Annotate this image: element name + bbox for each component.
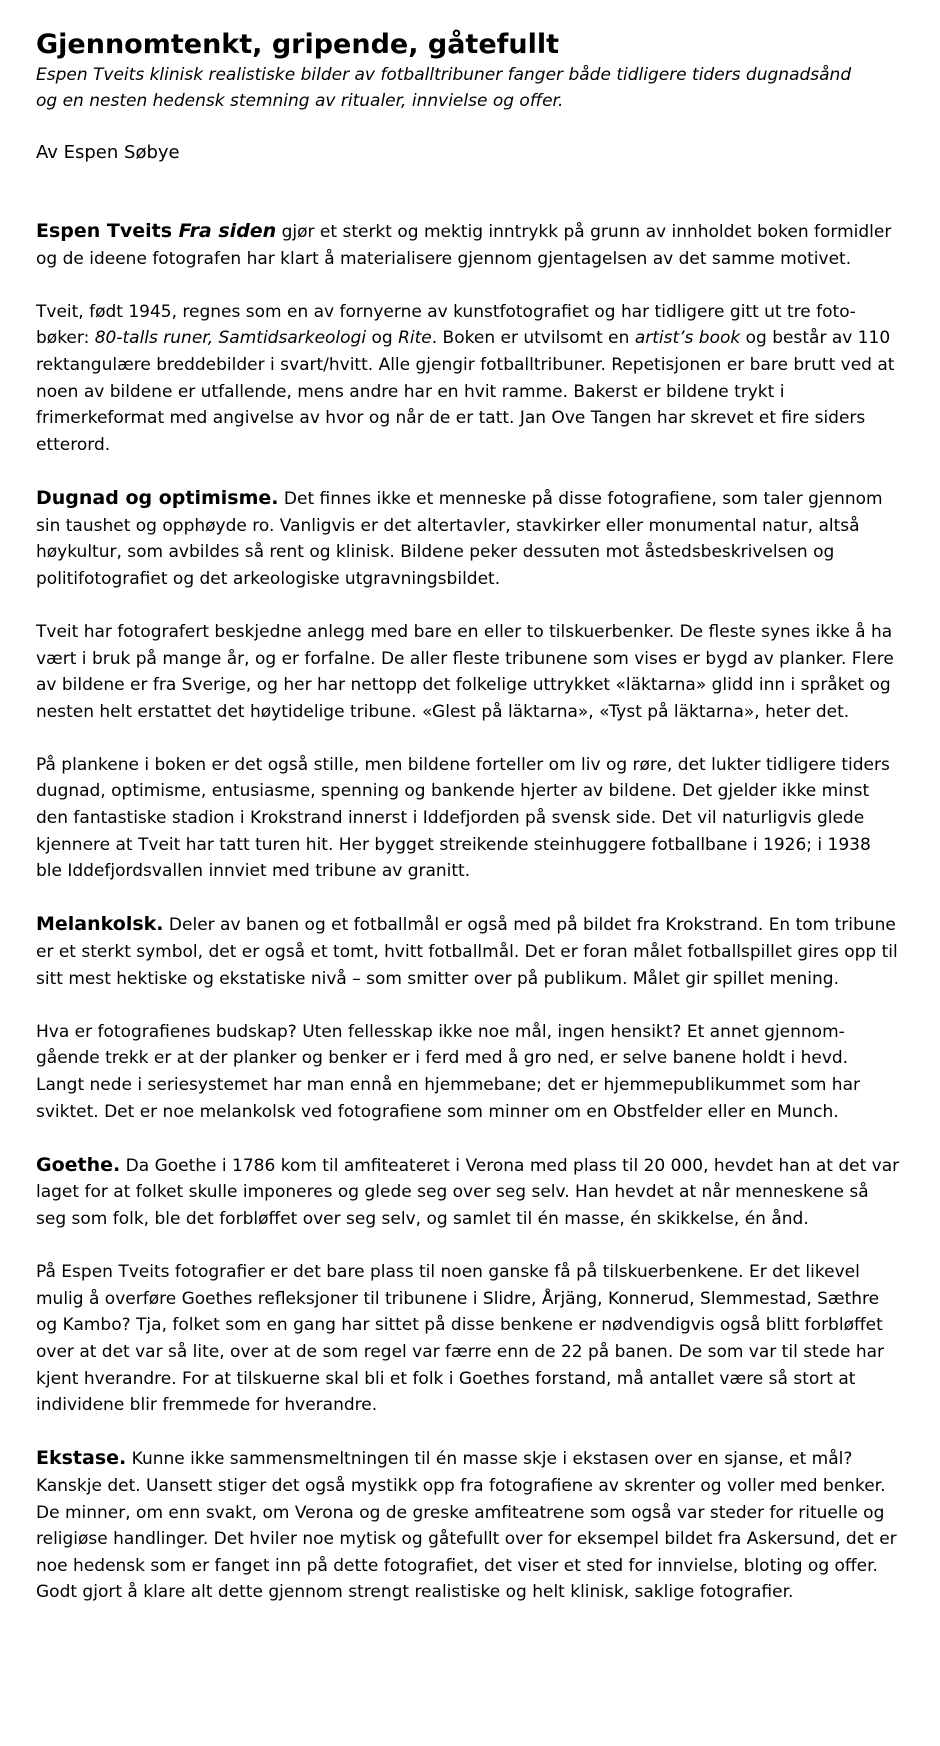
lede-line-1: Espen Tveits klinisk realistiske bilder av fotballtribuner fanger både tidligere tiders dugnadsånd <box>36 65 852 85</box>
paragraph-3-text: Det finnes ikke et menneske på disse fotografiene, som taler gjennom sin taushet og opphøyde ro. Vanligvis er det altertavler, stavkirker eller monumental natur, altså høykultur, som avbildes så rent og klinisk. Bildene peker dessuten mot åstedsbeskrivelsen og politifotografiet og det arkeologiske utgravningsbildet. <box>36 488 883 589</box>
section-heading-ekstase: Ekstase. <box>36 1447 127 1470</box>
paragraph-8-text: Da Goethe i 1786 kom til amfiteateret i Verona med plass til 20 000, hevdet han at det var laget for at folket skulle imponeres og glede seg over seg selv. Han hevdet at når menneskene så seg som folk, ble det forbløffet over seg selv, og samlet til én masse, én skikkelse, én ånd. <box>36 1155 900 1229</box>
byline: Av Espen Søbye <box>36 142 180 163</box>
section-heading-melankolsk: Melankolsk. <box>36 913 164 936</box>
paragraph-3 <box>36 485 900 592</box>
book-titles: 80-talls runer, Samtidsarkeologi <box>94 328 367 349</box>
book-title-rite: Rite <box>398 328 432 349</box>
paragraph-10 <box>36 1445 900 1606</box>
section-heading-goethe: Goethe. <box>36 1153 121 1176</box>
paragraph-1-text: gjør et sterkt og mektig inntrykk på grunn av innholdet boken formidler og de ideene fotografen har klart å materialisere gjennom gjentagelsen av det samme motivet. <box>36 222 892 269</box>
article-lede <box>36 62 900 114</box>
lead-book-title: Fra siden <box>178 220 277 242</box>
paragraph-8 <box>36 1152 900 1233</box>
paragraph-2-text-b: og <box>366 328 399 349</box>
paragraph-4: Tveit har fotografert beskjedne anlegg med bare en eller to tilskuerbenker. De fleste synes ikke å ha vært i bruk på mange år, og er forfalne. De aller fleste tribunene som vises er bygd av planker. Flere av bildene er fra Sverige, og her har nettopp det folkelige uttrykket «läktarna» glidd inn i språket og nesten helt erstattet det høytidelige tribune. «Glest på läktarna», «Tyst på läktarna», heter det. <box>36 621 894 722</box>
paragraph-2-text-d: og består av 110 rektangulære breddebilder i svart/hvitt. Alle gjengir fotballtribuner. Repetisjonen er bare brutt ved at noen av bildene er utfallende, mens andre har en hvit ramme. Bakerst er bildene trykt i frimerkeformat med angivelse av hvor og når de er tatt. Jan Ove Tangen har skrevet et fire siders etterord. <box>36 328 895 455</box>
section-heading-dugnad: Dugnad og optimisme. <box>36 486 279 509</box>
paragraph-2 <box>36 299 900 459</box>
paragraph-6 <box>36 911 900 992</box>
paragraph-5: På plankene i boken er det også stille, men bildene forteller om liv og røre, det lukter tidligere tiders dugnad, optimisme, entusiasme, spenning og bankende hjerter av bildene. Det gjelder ikke minst den fantastiske stadion i Krokstrand innerst i Iddefjorden på svensk side. Det vil naturligvis glede kjennere at Tveit har tatt turen hit. Her bygget streikende steinhuggere fotballbane i 1926; i 1938 ble Iddefjordsvallen innviet med tribune av granitt. <box>36 754 890 882</box>
lead-author: Espen Tveits <box>36 220 179 242</box>
artists-book-term: artist’s book <box>634 328 741 349</box>
paragraph-6-text: Deler av banen og et fotballmål er også med på bildet fra Krokstrand. En tom tribune er et sterkt symbol, det er også et tomt, hvitt fotballmål. Det er foran målet fotballspillet gires opp til sitt mest hektiske og ekstatiske nivå – som smitter over på publikum. Målet gir spillet mening. <box>36 915 898 989</box>
lede-line-2: og en nesten hedensk stemning av ritualer, innvielse og offer. <box>36 91 564 111</box>
paragraph-7: Hva er fotografienes budskap? Uten fellesskap ikke noe mål, ingen hensikt? Et annet gjennomgående trekk er at der planker og benker er i ferd med å gro ned, er selve banene holdt i hevd. Langt nede i seriesystemet har man ennå en hjemmebane; det er hjemmepublikummet som har sviktet. Det er noe melankolsk ved fotografiene som minner om en Obstfelder eller en Munch. <box>36 1021 860 1122</box>
article-title: Gjennomtenkt, gripende, gåtefullt <box>36 29 560 60</box>
paragraph-2-text-c: . Boken er utvilsomt en <box>431 328 635 349</box>
paragraph-9: På Espen Tveits fotografier er det bare plass til noen ganske få på tilskuerbenkene. Er det likevel mulig å overføre Goethes refleksjoner til tribunene i Slidre, Årjäng, Konnerud, Slemmestad, Sæthre og Kambo? Tja, folket som en gang har sittet på disse benkene er nødvendigvis også blitt forbløffet over at det var så lite, over at de som regel var færre enn de 22 på banen. De som var til stede har kjent hverandre. For at tilskuerne skal bli et folk i Goethes forstand, må antallet være så stort at individene blir fremmede for hverandre. <box>36 1262 885 1416</box>
paragraph-1 <box>36 218 900 272</box>
article-body <box>36 218 900 1606</box>
paragraph-10-text: Kunne ikke sammensmeltningen til én masse skje i ekstasen over en sjanse, et mål? Kanskje det. Uansett stiger det også mystikk opp fra fotografiene av skrenter og voller med benker. De minner, om enn svakt, om Verona og de greske amfiteatrene som også var steder for rituelle og religiøse handlinger. Det hviler noe mytisk og gåtefullt over for eksempel bildet fra Askersund, det er noe hedensk som er fanget inn på dette fotografiet, det viser et sted for innvielse, bloting og offer. Godt gjort å klare alt dette gjennom strengt realistiske og helt klinisk, saklige fotografier. <box>36 1449 897 1603</box>
paragraph-2-text-a: Tveit, født 1945, regnes som en av fornyerne av kunstfotografiet og har tidligere gitt ut tre fotobøker: <box>36 301 856 349</box>
